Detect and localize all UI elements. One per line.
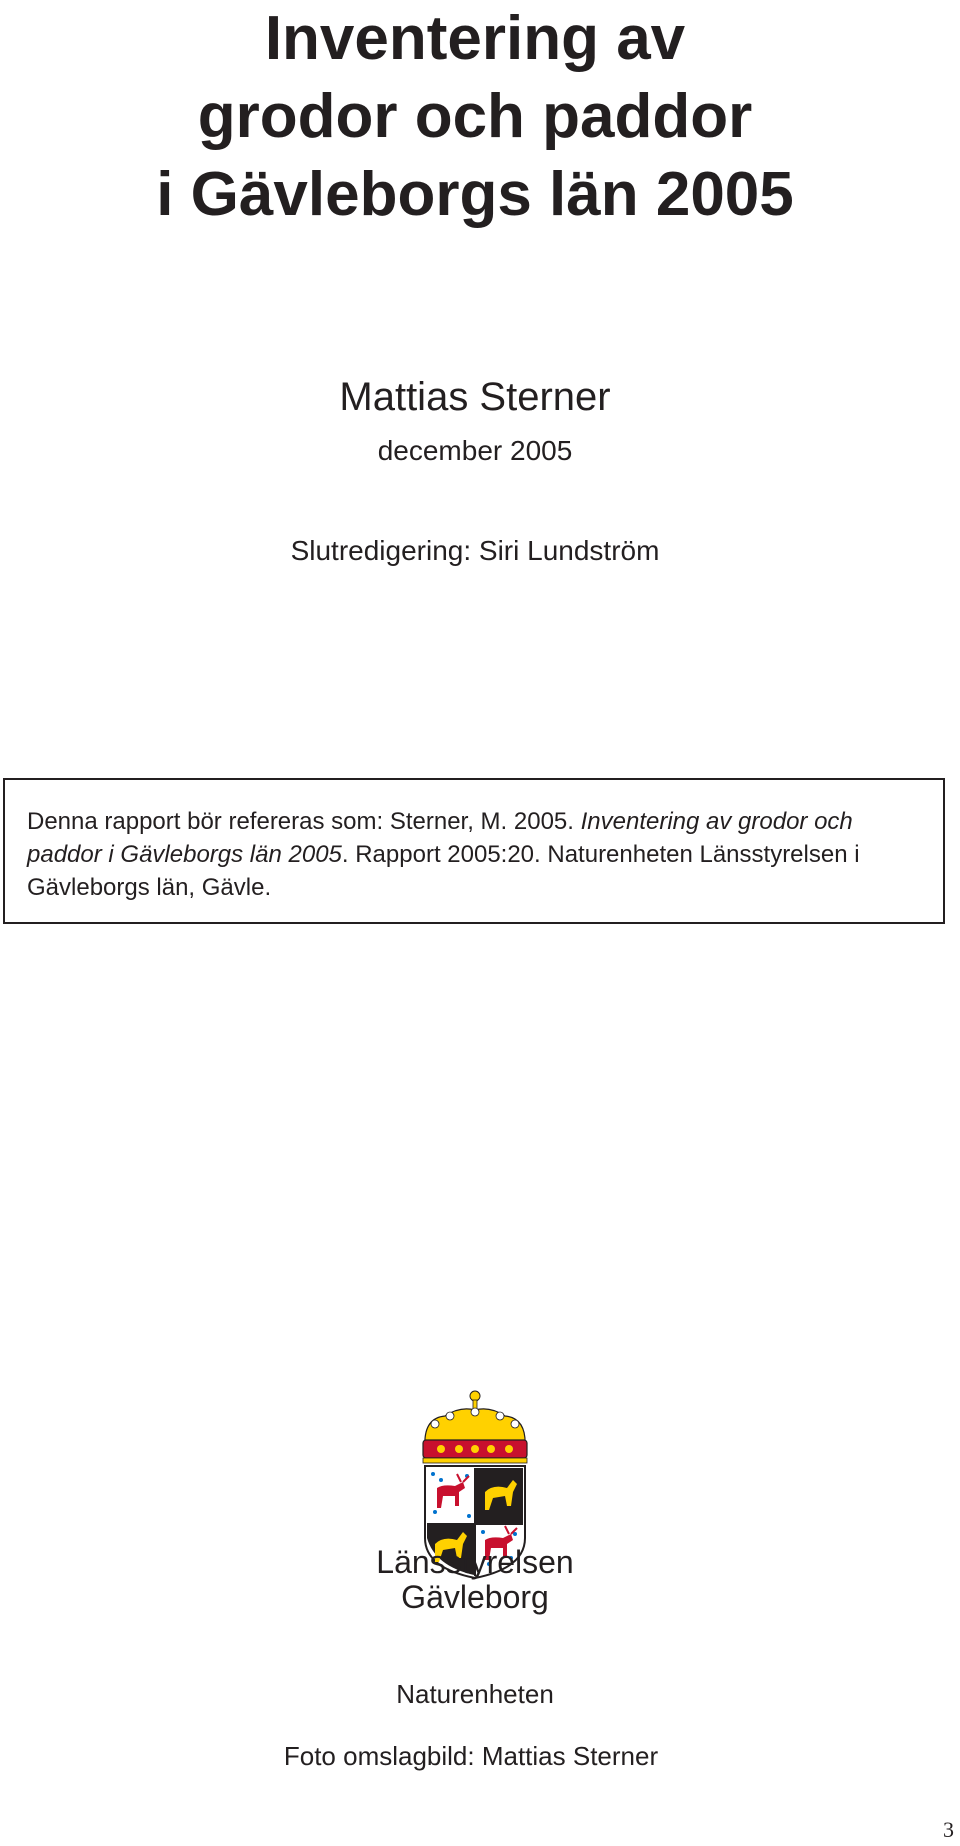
author-name: Mattias Sterner [339, 375, 611, 419]
report-title [0, 0, 950, 234]
photo-credit: Foto omslagbild: Mattias Sterner [283, 1741, 659, 1771]
logo-wordmark [360, 1545, 590, 1615]
department-name: Naturenheten [396, 1679, 554, 1709]
logo-line-1: Länsstyrelsen [376, 1544, 574, 1580]
logo-line-2: Gävleborg [401, 1579, 549, 1615]
crown-icon [423, 1391, 527, 1463]
citation-suffix: . Rapport 2005:20. Naturenheten Länsstyrelsen i Gävleborgs län, Gävle. [27, 841, 860, 901]
title-line-2: grodor och paddor [197, 82, 753, 151]
editor-credit: Slutredigering: Siri Lundström [290, 535, 660, 566]
title-line-1: Inventering av [264, 4, 686, 73]
page-number: 3 [943, 1817, 954, 1842]
title-line-3: i Gävleborgs län 2005 [156, 160, 794, 229]
report-date: december 2005 [377, 435, 573, 466]
citation-title: Inventering av grodor och paddor i Gävleborgs län 2005 [27, 808, 853, 868]
citation-box [3, 778, 945, 924]
citation-prefix: Denna rapport bör refereras som: Sterner, M. 2005. [27, 808, 581, 835]
